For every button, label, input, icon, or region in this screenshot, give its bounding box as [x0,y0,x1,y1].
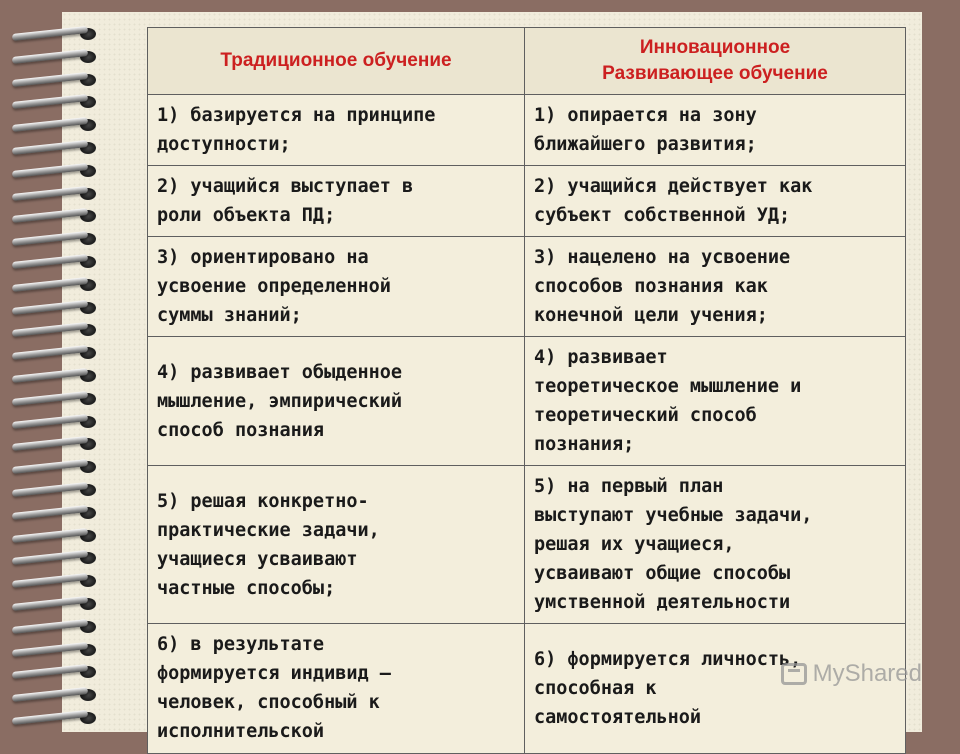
spiral-ring [12,302,100,316]
table-cell: 4) развивает обыденное мышление, эмпирический способ познания [148,337,525,466]
spiral-ring [12,142,100,156]
spiral-ring [12,552,100,566]
spiral-ring [12,393,100,407]
spiral-ring [12,530,100,544]
table-cell: 3) нацелено на усвоение способов познания как конечной цели учения; [525,237,906,337]
table-cell: 5) на первый план выступают учебные задачи, решая их учащиеся, усваивают общие способы умственной деятельности [525,466,906,624]
header-innovative: Инновационное Развивающее обучение [525,28,906,95]
spiral-ring [12,416,100,430]
table-cell: 4) развивает теоретическое мышление и теоретический способ познания; [525,337,906,466]
spiral-ring [12,666,100,680]
spiral-ring [12,438,100,452]
spiral-ring [12,689,100,703]
comparison-table [147,27,906,754]
spiral-ring [12,575,100,589]
spiral-ring [12,621,100,635]
spiral-ring [12,484,100,498]
table-row [148,624,906,754]
table-cell: 2) учащийся выступает в роли объекта ПД; [148,166,525,237]
watermark-logo [781,660,922,688]
spiral-ring [12,644,100,658]
table-cell: 1) опирается на зону ближайшего развития; [525,95,906,166]
spiral-ring [12,279,100,293]
spiral-ring [12,188,100,202]
spiral-ring [12,165,100,179]
table-cell: 5) решая конкретно- практические задачи, учащиеся усваивают частные способы; [148,466,525,624]
table-row [148,95,906,166]
spiral-ring [12,74,100,88]
spiral-ring [12,370,100,384]
table-row [148,166,906,237]
spiral-ring [12,461,100,475]
spiral-ring [12,347,100,361]
table-row [148,237,906,337]
spiral-ring [12,96,100,110]
table-row [148,466,906,624]
spiral-ring [12,256,100,270]
table-cell: 1) базируется на принципе доступности; [148,95,525,166]
spiral-ring [12,28,100,42]
spiral-ring [12,51,100,65]
spiral-ring [12,324,100,338]
spiral-binding [0,0,110,720]
spiral-ring [12,712,100,726]
table-cell: 6) формируется личность, способная к самостоятельной [525,624,906,754]
table-cell: 2) учащийся действует как субъект собственной УД; [525,166,906,237]
presentation-screen-icon [781,663,807,685]
spiral-ring [12,507,100,521]
header-traditional: Традиционное обучение [148,28,525,95]
table-row [148,337,906,466]
spiral-ring [12,210,100,224]
table-cell: 6) в результате формируется индивид – человек, способный к исполнительской [148,624,525,754]
table-header-row [148,28,906,95]
spiral-ring [12,598,100,612]
watermark-text: MyShared [812,660,922,687]
spiral-ring [12,233,100,247]
table-cell: 3) ориентировано на усвоение определенной суммы знаний; [148,237,525,337]
spiral-ring [12,119,100,133]
